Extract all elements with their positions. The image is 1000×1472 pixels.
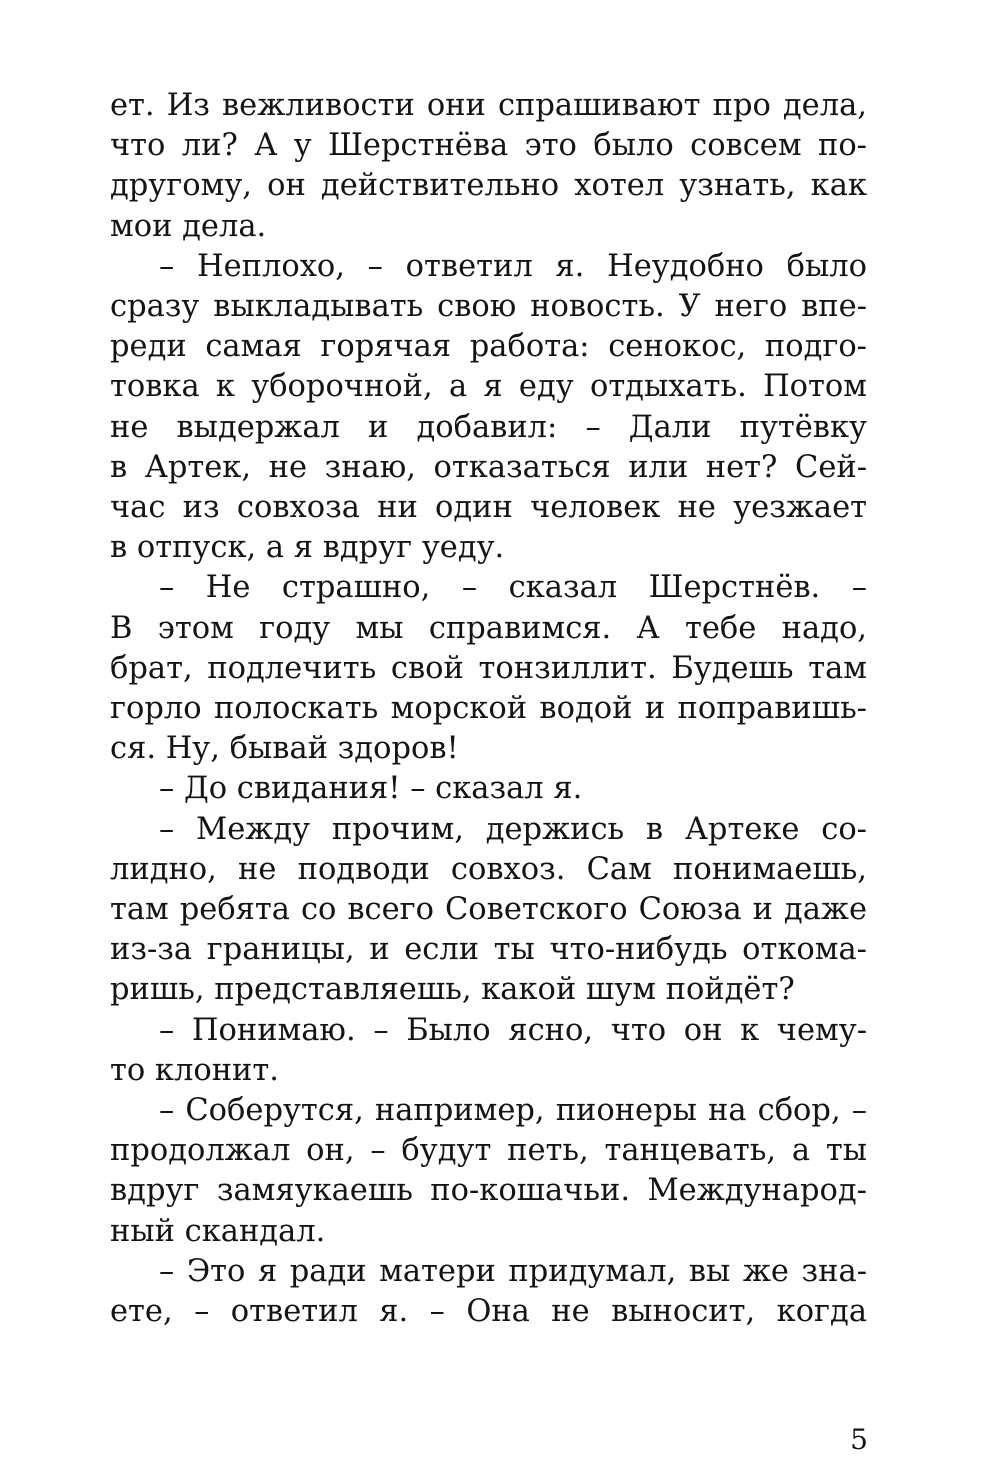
text-line: вдруг замяукаешь по-кошачьи. Международ- <box>110 1173 867 1209</box>
text-line: – До свидания! – сказал я. <box>159 771 583 807</box>
text-line: лидно, не подводи совхоз. Сам понимаешь, <box>110 851 867 887</box>
text-line: в Артек, не знаю, отказаться или нет? Сей- <box>110 449 867 485</box>
text-line: что ли? А у Шерстнёва это было совсем по- <box>110 128 867 164</box>
text-line: ный скандал. <box>110 1213 326 1249</box>
text-line: брат, подлечить свой тонзиллит. Будешь там <box>110 650 867 686</box>
text-line: продолжал он, – будут петь, танцевать, а ты <box>110 1133 867 1169</box>
text-line: В этом году мы справимся. А тебе надо, <box>110 610 867 646</box>
text-line: ете, – ответил я. – Она не выносит, когда <box>110 1294 867 1330</box>
text-line: – Между прочим, держись в Артеке со- <box>159 811 867 847</box>
text-line: из-за границы, и если ты что-нибудь откома- <box>110 932 867 968</box>
text-line: мои дела. <box>110 208 267 244</box>
text-line: горло полоскать морской водой и поправишь- <box>110 691 867 727</box>
text-line: там ребята со всего Советского Союза и даже <box>110 892 867 928</box>
text-line: – Неплохо, – ответил я. Неудобно было <box>159 248 867 284</box>
text-line: – Понимаю. – Было ясно, что он к чему- <box>159 1012 867 1048</box>
text-line: – Это я ради матери придумал, вы же зна- <box>159 1253 867 1289</box>
text-line: ся. Ну, бывай здоров! <box>110 731 459 767</box>
page-number: 5 <box>850 1423 868 1456</box>
text-line: – Соберутся, например, пионеры на сбор, – <box>159 1093 867 1129</box>
text-line: сразу выкладывать свою новость. У него впе- <box>110 289 867 325</box>
text-line: – Не страшно, – сказал Шерстнёв. – <box>159 570 867 606</box>
text-line: то клонит. <box>110 1052 279 1088</box>
text-line: другому, он действительно хотел узнать, как <box>110 168 867 204</box>
text-line: ет. Из вежливости они спрашивают про дела, <box>110 88 867 123</box>
text-line: не выдержал и добавил: – Дали путёвку <box>110 409 867 445</box>
body-text <box>110 86 867 1332</box>
text-line: час из совхоза ни один человек не уезжает <box>110 490 867 526</box>
text-line: реди самая горячая работа: сенокос, подго- <box>110 329 867 365</box>
text-line: ришь, представляешь, какой шум пойдёт? <box>110 972 795 1008</box>
text-line: товка к уборочной, а я еду отдыхать. Потом <box>110 369 867 405</box>
text-line: в отпуск, а я вдруг уеду. <box>110 530 505 566</box>
